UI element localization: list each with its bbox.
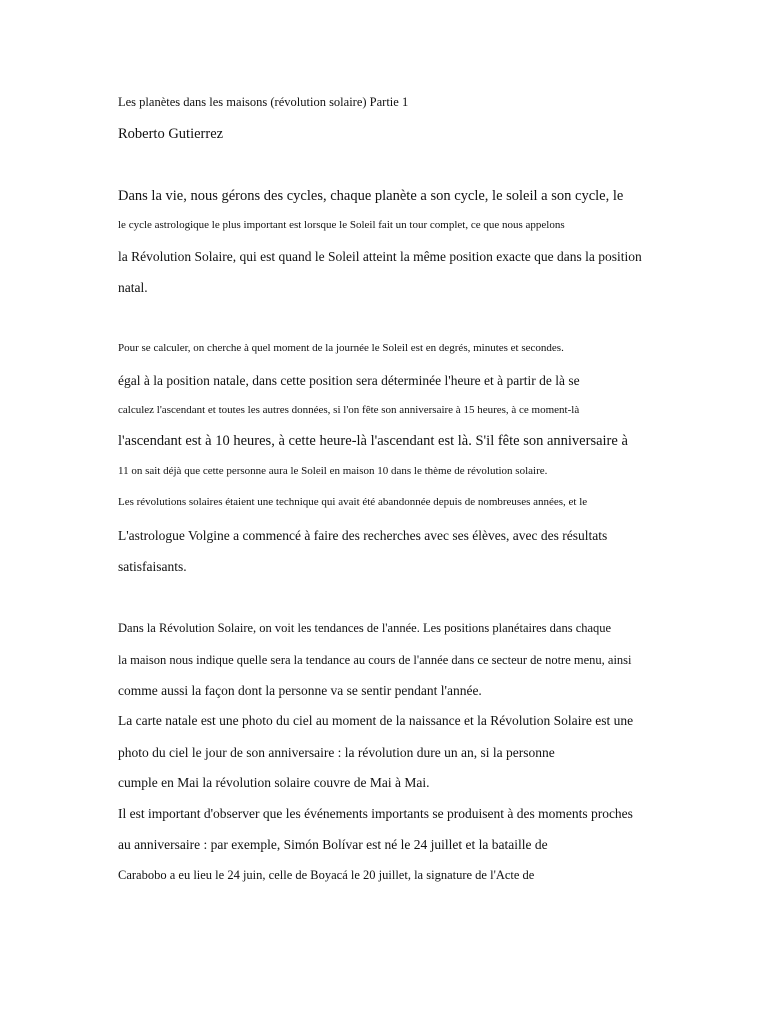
paragraph-3-line-3: comme aussi la façon dont la personne va se sentir pendant l'année. [118,683,482,698]
paragraph-1-line-3: la Révolution Solaire, qui est quand le Soleil atteint la même position exacte que dans la position [118,249,642,264]
paragraph-2-line-5: 11 on sait déjà que cette personne aura le Soleil en maison 10 dans le thème de révolution solaire. [118,465,548,477]
paragraph-2-line-6: Les révolutions solaires étaient une technique qui avait été abandonnée depuis de nombreuses années, et le [118,496,588,508]
paragraph-2-line-8: satisfaisants. [118,559,187,574]
paragraph-3-line-2: la maison nous indique quelle sera la tendance au cours de l'année dans ce secteur de notre menu, ainsi [118,653,632,667]
paragraph-2-line-3: calculez l'ascendant et toutes les autres données, si l'on fête son anniversaire à 15 heures, à ce moment-là [118,404,580,416]
paragraph-2-line-7: L'astrologue Volgine a commencé à faire des recherches avec ses élèves, avec des résultats [118,528,608,543]
paragraph-3-line-1: Dans la Révolution Solaire, on voit les tendances de l'année. Les positions planétaires dans chaque [118,621,612,635]
document-title: Les planètes dans les maisons (révolution solaire) Partie 1 [118,95,409,109]
document-author: Roberto Gutierrez [118,126,224,142]
paragraph-3-line-7: Il est important d'observer que les événements importants se produisent à des moments proches [118,806,633,821]
paragraph-3-line-4: La carte natale est une photo du ciel au moment de la naissance et la Révolution Solaire est une [118,713,634,728]
paragraph-1-line-1: Dans la vie, nous gérons des cycles, chaque planète a son cycle, le soleil a son cycle, le [118,188,624,204]
paragraph-3-line-6: cumple en Mai la révolution solaire couvre de Mai à Mai. [118,775,430,790]
paragraph-1-line-4: natal. [118,280,148,295]
paragraph-3-line-9: Carabobo a eu lieu le 24 juin, celle de Boyacá le 20 juillet, la signature de l'Acte de [118,868,535,882]
paragraph-2-line-4: l'ascendant est à 10 heures, à cette heure-là l'ascendant est là. S'il fête son anniversaire à [118,433,628,449]
paragraph-1-line-2: le cycle astrologique le plus important est lorsque le Soleil fait un tour complet, ce que nous appelons [118,219,565,231]
paragraph-3-line-5: photo du ciel le jour de son anniversaire : la révolution dure un an, si la personne [118,745,555,760]
paragraph-3-line-8: au anniversaire : par exemple, Simón Bolívar est né le 24 juillet et la bataille de [118,837,548,852]
paragraph-2-line-2: égal à la position natale, dans cette position sera déterminée l'heure et à partir de là se [118,373,580,388]
paragraph-2-line-1: Pour se calculer, on cherche à quel moment de la journée le Soleil est en degrés, minutes et secondes. [118,342,564,354]
